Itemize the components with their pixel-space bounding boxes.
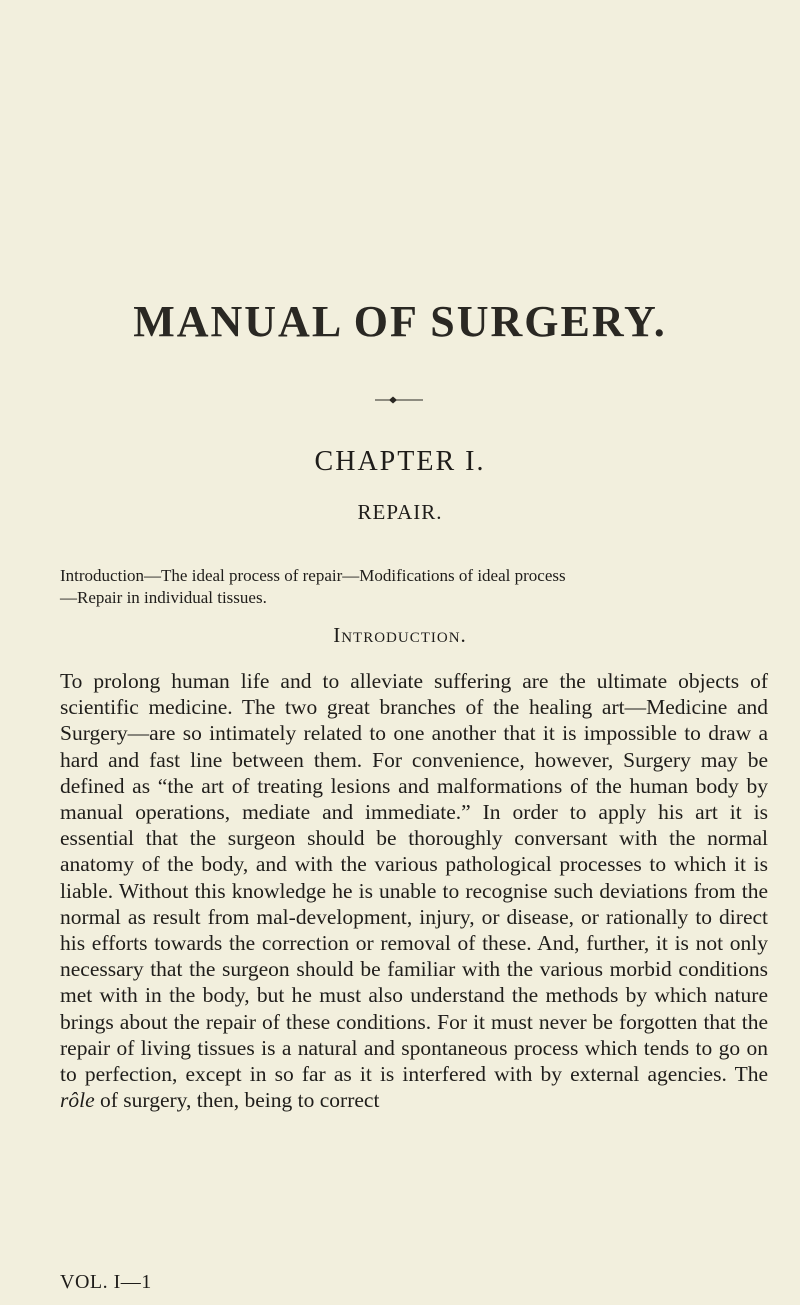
- chapter-heading: CHAPTER I.: [314, 446, 486, 477]
- signature-mark: VOL. I—1: [60, 1271, 152, 1293]
- chapter-subject: REPAIR.: [357, 500, 443, 524]
- body-paragraph: [60, 668, 768, 1113]
- synopsis-line-1: Introduction—The ideal process of repair—Modifications of ideal process: [60, 566, 566, 585]
- ornament-rule-icon: [375, 395, 423, 405]
- body-italic-word: rôle: [60, 1088, 95, 1113]
- body-text-main: To prolong human life and to alleviate suffering are the ultimate objects of scientific medicine. The two great branches of the healing art—Medicine and Surgery—are so intimately related to one another that it is impossible to draw a hard and fast line between them. For convenience, however, Surgery may be defined as “the art of treating lesions and malformations of the human body by manual operations, mediate and immediate.” In order to apply his art it is essential that the surgeon should be thoroughly conversant with the normal anatomy of the body, and with the various pathological processes to which it is liable. Without this knowledge he is unable to recognise such deviations from the normal as result from mal-development, injury, or disease, or rationally to direct his efforts towards the correction or removal of these. And, further, it is not only necessary that the surgeon should be familiar with the various morbid conditions met with in the body, but he must also understand the methods by which nature brings about the repair of these conditions. For it must never be forgotten that the repair of living tissues is a natural and spontaneous process which tends to go on to perfection, except in so far as it is interfered with by external agencies. The: [60, 669, 768, 1087]
- body-text-end: of surgery, then, being to correct: [94, 1088, 380, 1113]
- book-title: MANUAL OF SURGERY.: [133, 297, 667, 346]
- synopsis-line-2: —Repair in individual tissues.: [60, 588, 267, 607]
- section-heading: Introduction.: [333, 623, 467, 647]
- chapter-synopsis: [60, 565, 766, 609]
